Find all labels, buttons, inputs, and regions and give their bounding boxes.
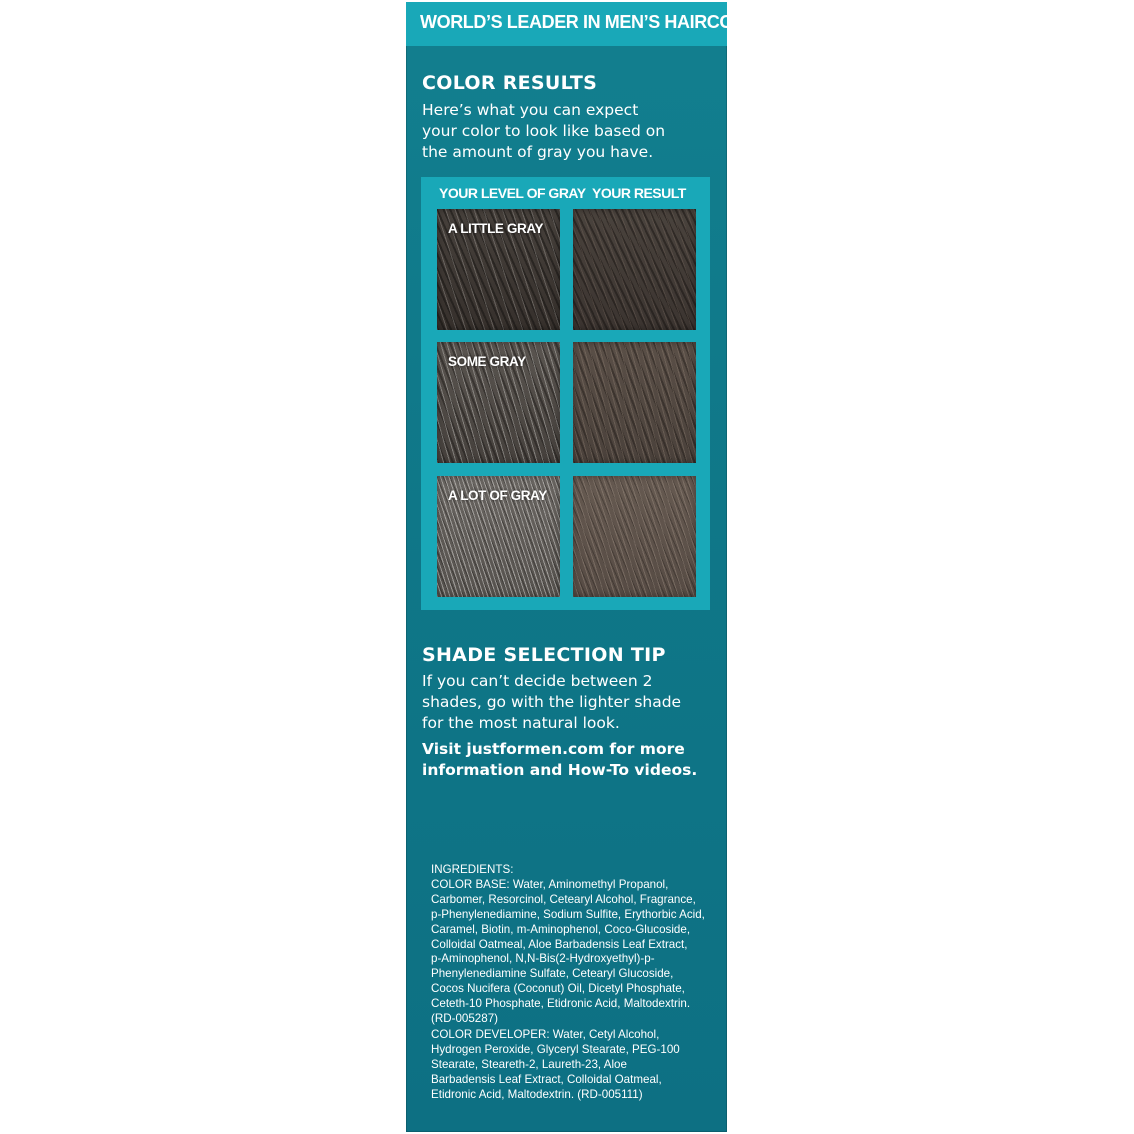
shade-tip-text: [422, 671, 722, 734]
color-results-heading: COLOR RESULTS: [422, 72, 598, 94]
text-line: information and How-To videos.: [422, 761, 698, 779]
visit-website-text: [422, 739, 722, 781]
ingredient-line: Cocos Nucifera (Coconut) Oil, Dicetyl Phosphate,: [431, 982, 685, 996]
banner-text: WORLD’S LEADER IN MEN’S HAIRCOLOR: [420, 12, 770, 32]
ingredient-line: COLOR DEVELOPER: Water, Cetyl Alcohol,: [431, 1028, 660, 1041]
swatch-label: A LOT OF GRAY: [448, 488, 547, 503]
package-side-panel: [406, 2, 770, 1132]
ingredient-line: Etidronic Acid, Maltodextrin. (RD-005111): [431, 1087, 643, 1101]
swatch-result-some-gray: [573, 342, 696, 463]
text-line: shades, go with the lighter shade: [422, 693, 682, 711]
text-line: Here’s what you can expect: [422, 101, 639, 119]
swatch-little-gray: [437, 209, 560, 330]
ingredient-line: Barbadensis Leaf Extract, Colloidal Oatmeal,: [431, 1072, 662, 1086]
column-header-result: YOUR RESULT: [592, 185, 686, 201]
ingredient-line: Caramel, Biotin, m-Aminophenol, Coco-Glucoside,: [431, 922, 691, 936]
text-line: Visit justformen.com for more: [422, 740, 685, 758]
color-results-text: [422, 100, 722, 163]
color-results-grid: [421, 177, 710, 610]
top-banner: [406, 2, 770, 46]
ingredient-line: p-Aminophenol, N,N-Bis(2-Hydroxyethyl)-p-: [431, 952, 655, 966]
swatch-some-gray: [437, 342, 560, 463]
ingredient-line: p-Phenylenediamine, Sodium Sulfite, Erythorbic Acid,: [431, 907, 705, 921]
swatch-result-little-gray: [573, 209, 696, 330]
column-header-gray-level: YOUR LEVEL OF GRAY: [439, 185, 586, 201]
ingredients-color-base: [431, 863, 721, 1027]
swatch-lot-of-gray: [437, 476, 560, 597]
ingredient-line: Ceteth-10 Phosphate, Etidronic Acid, Maltodextrin.: [431, 997, 691, 1011]
swatch-label: A LITTLE GRAY: [448, 221, 544, 236]
ingredient-line: Stearate, Steareth-2, Laureth-23, Aloe: [431, 1057, 627, 1071]
ingredient-line: INGREDIENTS:: [431, 863, 514, 876]
ingredient-line: Carbomer, Resorcinol, Cetearyl Alcohol, Fragrance,: [431, 892, 696, 906]
swatch-label: SOME GRAY: [448, 354, 526, 369]
ingredient-line: COLOR BASE: Water, Aminomethyl Propanol,: [431, 877, 669, 891]
ingredient-line: Hydrogen Peroxide, Glyceryl Stearate, PEG-100: [431, 1042, 680, 1056]
ingredients-color-developer: [431, 1028, 721, 1103]
text-line: your color to look like based on: [422, 122, 666, 140]
ingredient-line: Phenylenediamine Sulfate, Cetearyl Glucoside,: [431, 967, 674, 981]
text-line: If you can’t decide between 2: [422, 672, 653, 690]
shade-tip-heading: SHADE SELECTION TIP: [422, 644, 666, 666]
ingredient-line: Colloidal Oatmeal, Aloe Barbadensis Leaf Extract,: [431, 937, 688, 951]
ingredient-line: (RD-005287): [431, 1012, 499, 1026]
swatch-result-lot-of-gray: [573, 476, 696, 597]
text-line: the amount of gray you have.: [422, 143, 654, 161]
text-line: for the most natural look.: [422, 714, 620, 732]
